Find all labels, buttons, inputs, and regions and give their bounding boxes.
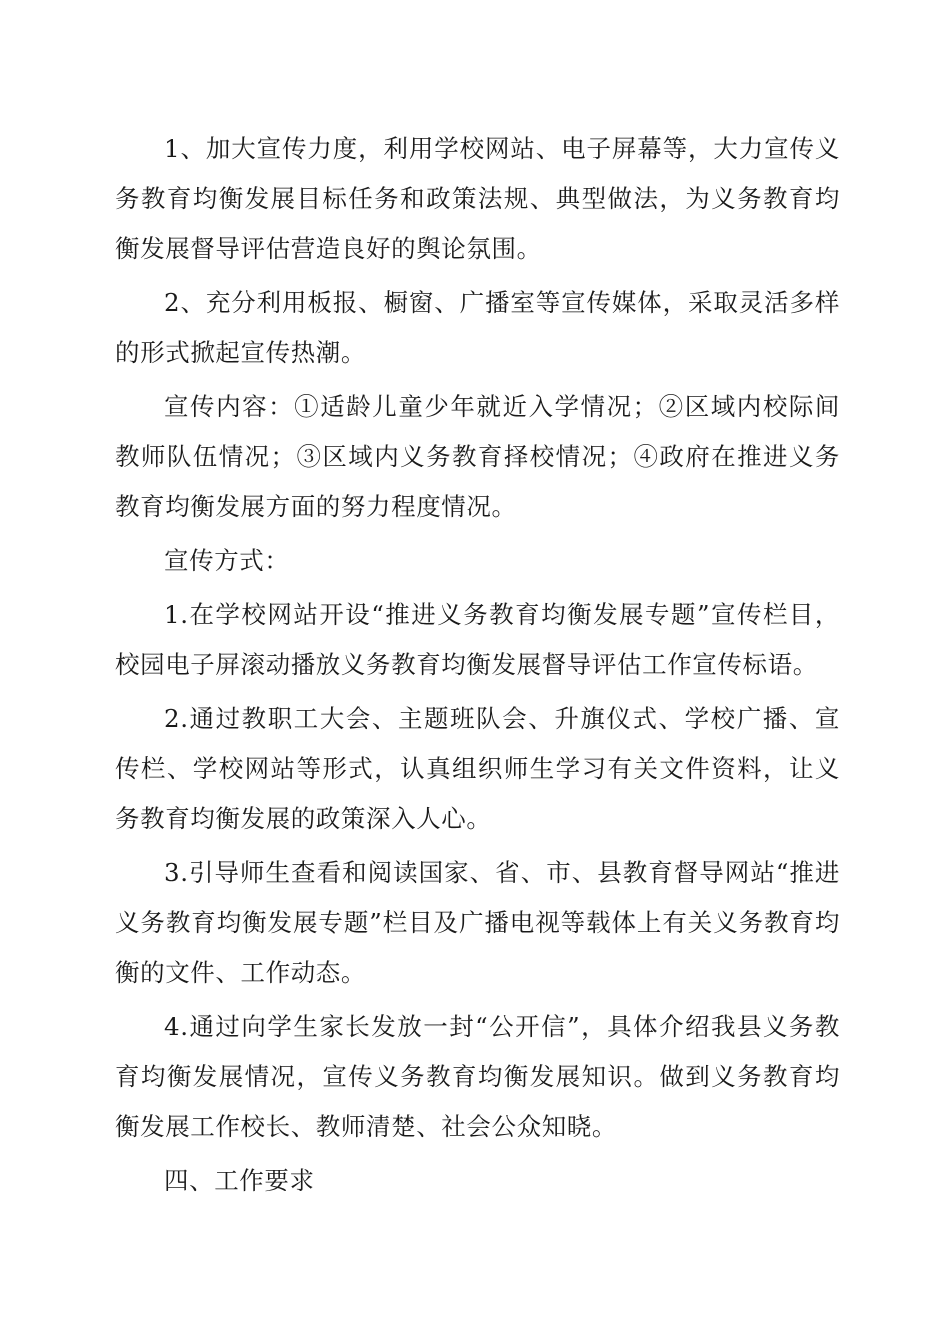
paragraph-method-3: 3.引导师生查看和阅读国家、省、市、县教育督导网站“推进义务教育均衡发展专题”栏目及广播电视等载体上有关义务教育均衡的文件、工作动态。 (115, 858, 840, 987)
paragraph-method-2: 2.通过教职工大会、主题班队会、升旗仪式、学校广播、宣传栏、学校网站等形式，认真组织师生学习有关文件资料，让义务教育均衡发展的政策深入人心。 (115, 704, 840, 833)
paragraph-publicity-content: 宣传内容：①适龄儿童少年就近入学情况；②区域内校际间教师队伍情况；③区域内义务教育择校情况；④政府在推进义务教育均衡发展方面的努力程度情况。 (115, 392, 840, 521)
section-heading: 四、工作要求 (164, 1166, 315, 1195)
paragraph-publicity-effort: 1、加大宣传力度，利用学校网站、电子屏幕等，大力宣传义务教育均衡发展目标任务和政策法规、典型做法，为义务教育均衡发展督导评估营造良好的舆论氛围。 (115, 134, 840, 263)
paragraph-publicity-methods-label: 宣传方式： (164, 546, 290, 575)
paragraph-method-1: 1.在学校网站开设“推进义务教育均衡发展专题”宣传栏目，校园电子屏滚动播放义务教育均衡发展督导评估工作宣传标语。 (115, 600, 840, 679)
document-body (115, 124, 840, 1206)
paragraph-method-4: 4.通过向学生家长发放一封“公开信”，具体介绍我县义务教育均衡发展情况，宣传义务教育均衡发展知识。做到义务教育均衡发展工作校长、教师清楚、社会公众知晓。 (115, 1012, 840, 1141)
paragraph-media-use: 2、充分利用板报、橱窗、广播室等宣传媒体，采取灵活多样的形式掀起宣传热潮。 (115, 288, 840, 367)
